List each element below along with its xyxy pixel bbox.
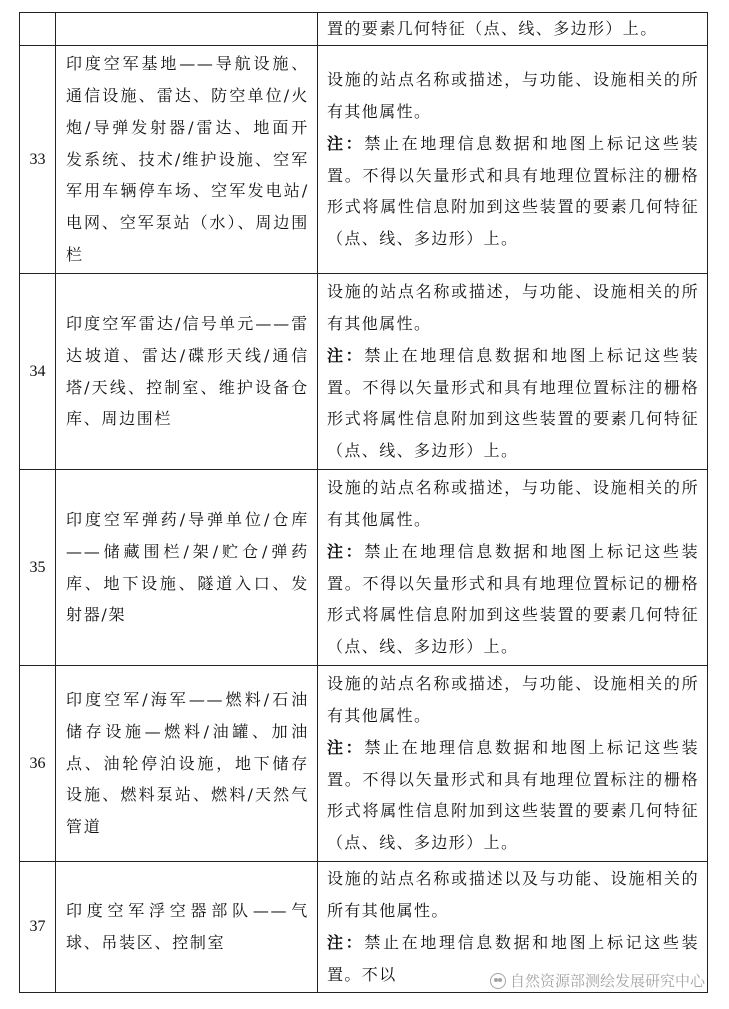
attribute-text: 置的要素几何特征（点、线、多边形）上。 <box>327 19 658 39</box>
attribute-cell <box>318 470 708 666</box>
attribute-text: 设施的站点名称或描述，与功能、设施相关的所有其他属性。 <box>327 70 699 121</box>
watermark <box>490 970 705 991</box>
table-row <box>20 13 708 46</box>
note-label: 注： <box>327 541 365 561</box>
row-number: 34 <box>20 274 56 470</box>
attribute-cell <box>318 666 708 862</box>
note-label: 注： <box>327 737 365 757</box>
table-row <box>20 46 708 274</box>
facility-name-cell: 印度空军雷达/信号单元——雷达坡道、雷达/碟形天线/通信塔/天线、控制室、维护设备仓库、周边围栏 <box>56 274 318 470</box>
table-row <box>20 666 708 862</box>
wechat-icon <box>490 973 506 989</box>
attribute-text: 设施的站点名称或描述，与功能、设施相关的所有其他属性。 <box>327 478 699 529</box>
document-table <box>19 12 708 993</box>
note-text: 注：禁止在地理信息数据和地图上标记这些装置。不得以矢量形式和具有地理位置标记的栅格形式将属性信息附加到这些装置的要素几何特征（点、线、多边形）上。 <box>327 541 699 657</box>
note-text: 注：禁止在地理信息数据和地图上标记这些装置。不得以矢量形式和具有地理位置标注的栅格形式将属性信息附加到这些装置的要素几何特征（点、线、多边形）上。 <box>327 345 699 461</box>
note-label: 注： <box>327 133 365 153</box>
table-row <box>20 470 708 666</box>
facility-name-cell <box>56 13 318 46</box>
facility-name-cell: 印度空军/海军——燃料/石油储存设施—燃料/油罐、加油点、油轮停泊设施，地下储存设施、燃料泵站、燃料/天然气管道 <box>56 666 318 862</box>
note-text: 注：禁止在地理信息数据和地图上标记这些装置。不以 <box>327 933 699 984</box>
watermark-text: 自然资源部测绘发展研究中心 <box>509 972 705 990</box>
row-number: 37 <box>20 862 56 993</box>
table-row <box>20 274 708 470</box>
attribute-cell <box>318 13 708 46</box>
facility-name-cell: 印度空军浮空器部队——气球、吊装区、控制室 <box>56 862 318 993</box>
facility-name-cell: 印度空军基地——导航设施、通信设施、雷达、防空单位/火炮/导弹发射器/雷达、地面开发系统、技术/维护设施、空军军用车辆停车场、空军发电站/电网、空军泵站（水）、周边围栏 <box>56 46 318 274</box>
row-number: 33 <box>20 46 56 274</box>
attribute-cell <box>318 46 708 274</box>
row-number: 35 <box>20 470 56 666</box>
attribute-text: 设施的站点名称或描述，与功能、设施相关的所有其他属性。 <box>327 282 699 333</box>
row-number: 36 <box>20 666 56 862</box>
facility-name-cell: 印度空军弹药/导弹单位/仓库——储藏围栏/架/贮仓/弹药库、地下设施、隧道入口、发射器/架 <box>56 470 318 666</box>
note-text: 注：禁止在地理信息数据和地图上标记这些装置。不得以矢量形式和具有地理位置标注的栅格形式将属性信息附加到这些装置的要素几何特征（点、线、多边形）上。 <box>327 133 699 249</box>
attribute-cell <box>318 274 708 470</box>
attribute-text: 设施的站点名称或描述，与功能、设施相关的所有其他属性。 <box>327 674 699 725</box>
attribute-text: 设施的站点名称或描述以及与功能、设施相关的所有其他属性。 <box>327 869 699 921</box>
row-number <box>20 13 56 46</box>
note-label: 注： <box>327 345 365 365</box>
note-label: 注： <box>327 933 365 952</box>
note-text: 注：禁止在地理信息数据和地图上标记这些装置。不得以矢量形式和具有地理位置标注的栅格形式将属性信息附加到这些装置的要素几何特征（点、线、多边形）上。 <box>327 737 699 853</box>
